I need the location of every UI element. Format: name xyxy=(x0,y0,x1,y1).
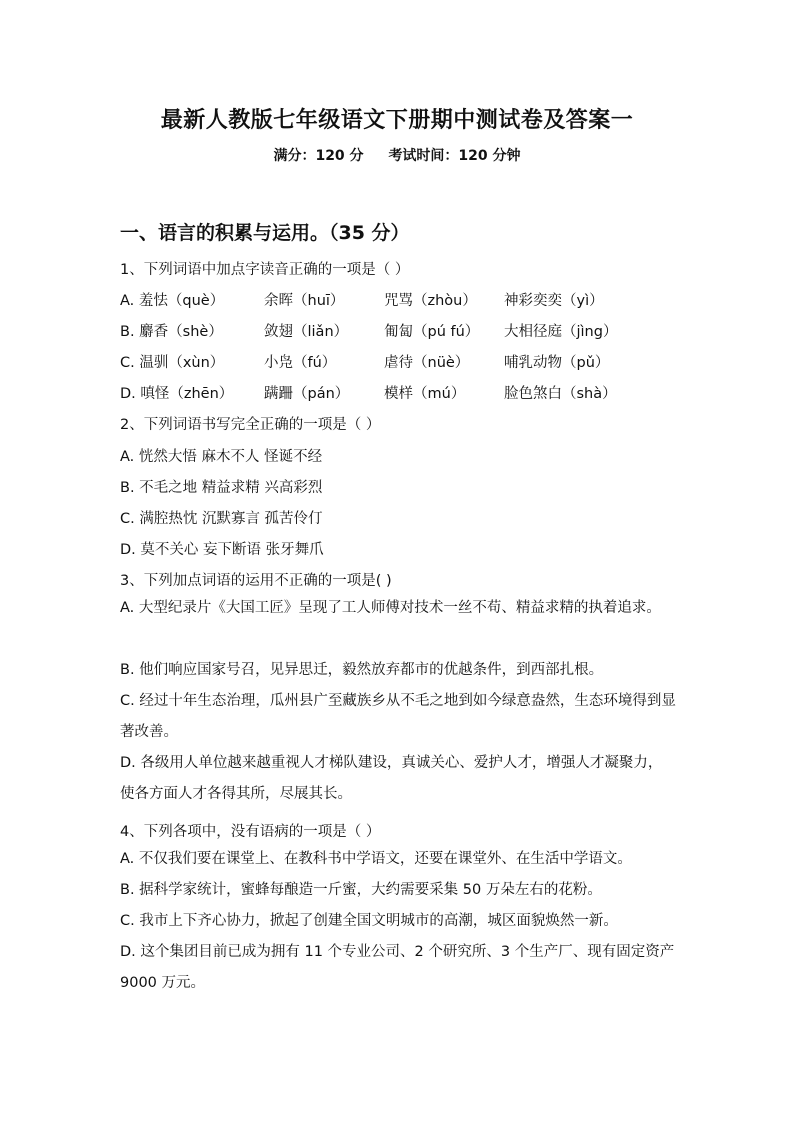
q3-option-c: C. 经过十年生态治理，瓜州县广至藏族乡从不毛之地到如今绿意盎然，生态环境得到显著改善。 xyxy=(120,693,676,740)
exam-time: 考试时间：120 分钟 xyxy=(388,148,521,164)
q1-c-1: C. 温驯（xùn） xyxy=(120,355,225,371)
q4-option-a: A. 不仅我们要在课堂上、在教科书中学语文，还要在课堂外、在生活中学语文。 xyxy=(120,851,632,867)
q1-c-2: 小凫（fú） xyxy=(264,355,337,371)
q1-a-4: 神彩奕奕（yì） xyxy=(504,293,604,309)
q4-option-d: D. 这个集团目前已成为拥有 11 个专业公司、2 个研究所、3 个生产厂、现有固定资产 9000 万元。 xyxy=(120,944,675,991)
q2-option-a: A. 恍然大悟 麻木不人 怪诞不经 xyxy=(120,449,323,465)
q1-b-2: 敛翅（liǎn） xyxy=(264,324,349,340)
q2-option-d: D. 莫不关心 妄下断语 张牙舞爪 xyxy=(120,542,324,558)
q1-b-3: 匍匐（pú fú） xyxy=(384,324,480,340)
q3-stem: 3、下列加点词语的运用不正确的一项是( ) xyxy=(120,573,392,589)
exam-info xyxy=(0,145,794,165)
q1-d-3: 模样（mú） xyxy=(384,386,466,402)
q1-a-2: 余晖（huī） xyxy=(264,293,345,309)
q1-c-4: 哺乳动物（pǔ） xyxy=(504,355,610,371)
q2-stem: 2、下列词语书写完全正确的一项是（ ） xyxy=(120,417,381,433)
q4-option-c: C. 我市上下齐心协力，掀起了创建全国文明城市的高潮，城区面貌焕然一新。 xyxy=(120,913,618,929)
q1-d-4: 脸色煞白（shà） xyxy=(504,386,617,402)
full-score: 满分：120 分 xyxy=(273,148,364,164)
section-heading: 一、语言的积累与运用。（35 分） xyxy=(120,222,410,244)
q2-option-c: C. 满腔热忱 沉默寡言 孤苦伶仃 xyxy=(120,511,323,527)
q1-d-1: D. 嗔怪（zhēn） xyxy=(120,386,234,402)
q1-d-2: 蹒跚（pán） xyxy=(264,386,350,402)
page-title: 最新人教版七年级语文下册期中测试卷及答案一 xyxy=(160,108,634,133)
q1-a-3: 咒骂（zhòu） xyxy=(384,293,477,309)
q3-option-b: B. 他们响应国家号召，见异思迁，毅然放弃都市的优越条件，到西部扎根。 xyxy=(120,662,604,678)
q3-option-d: D. 各级用人单位越来越重视人才梯队建设，真诚关心、爱护人才，增强人才凝聚力，使各方面人才各得其所，尽展其长。 xyxy=(120,755,663,802)
q4-option-b: B. 据科学家统计，蜜蜂每酿造一斤蜜，大约需要采集 50 万朵左右的花粉。 xyxy=(120,882,602,898)
q2-option-b: B. 不毛之地 精益求精 兴高彩烈 xyxy=(120,480,323,496)
q1-b-4: 大相径庭（jìng） xyxy=(504,324,618,340)
q1-b-1: B. 麝香（shè） xyxy=(120,324,223,340)
q1-a-1: A. 羞怯（què） xyxy=(120,293,225,309)
q1-c-3: 虐待（nüè） xyxy=(384,355,470,371)
q3-option-a: A. 大型纪录片《大国工匠》呈现了工人师傅对技术一丝不苟、精益求精的执着追求。 xyxy=(120,600,661,616)
q4-stem: 4、下列各项中，没有语病的一项是（ ） xyxy=(120,824,381,840)
q1-stem: 1、下列词语中加点字读音正确的一项是（ ） xyxy=(120,262,410,278)
